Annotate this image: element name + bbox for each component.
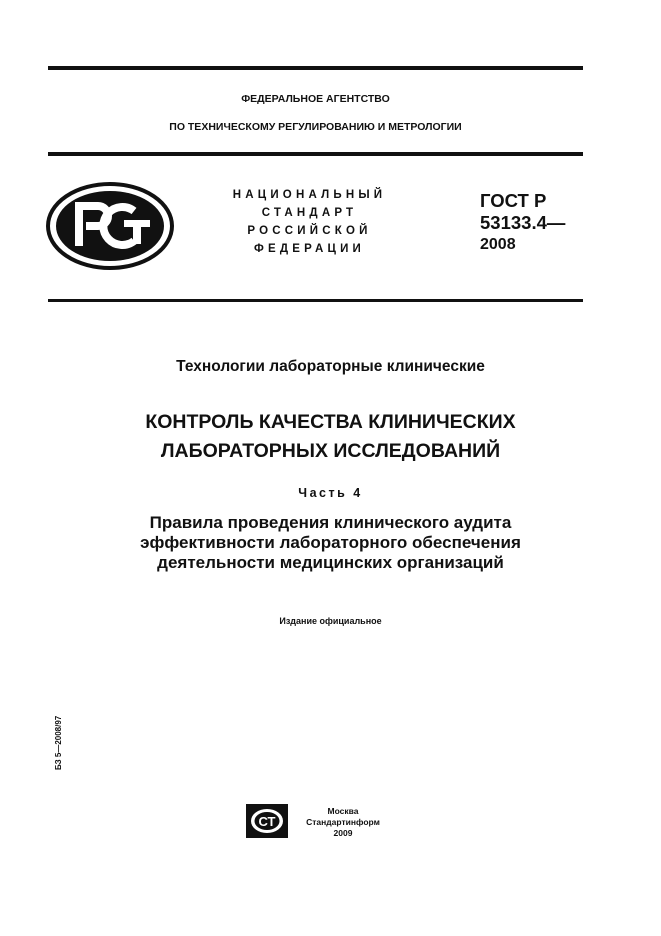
gost-year: 2008 (480, 236, 516, 253)
document-main-title (48, 408, 613, 466)
publisher-name: Стандартинформ (306, 817, 380, 827)
publisher-year: 2009 (333, 828, 353, 838)
national-line: СТАНДАРТ (261, 207, 358, 219)
document-subtitle: Технологии лабораторные клинические (176, 358, 485, 375)
part-title (48, 513, 613, 573)
part-title-line: деятельности медицинских организаций (157, 553, 504, 572)
national-standard-label (202, 186, 417, 258)
national-line: РОССИЙСКОЙ (247, 225, 372, 237)
side-code: БЗ 5—2008/97 (54, 715, 63, 770)
gost-label: ГОСТ Р (480, 190, 547, 211)
header-bottom-rule (48, 152, 583, 156)
gost-number: 53133.4— (480, 212, 566, 233)
national-line: ФЕДЕРАЦИИ (253, 243, 366, 255)
edition-note: Издание официальное (279, 616, 382, 626)
part-title-line: эффективности лабораторного обеспечения (140, 533, 521, 552)
part-title-line: Правила проведения клинического аудита (149, 513, 512, 532)
agency-name-line1: ФЕДЕРАЛЬНОЕ АГЕНТСТВО (241, 93, 390, 105)
rst-logo-icon (46, 182, 174, 270)
standartinform-logo-icon (246, 804, 288, 838)
publisher-info (296, 806, 390, 839)
agency-name-line2: ПО ТЕХНИЧЕСКОМУ РЕГУЛИРОВАНИЮ И МЕТРОЛОГИИ (169, 121, 462, 133)
publisher-logo-text: СТ (258, 814, 276, 829)
national-line: НАЦИОНАЛЬНЫЙ (232, 189, 387, 201)
main-title-line: КОНТРОЛЬ КАЧЕСТВА КЛИНИЧЕСКИХ (145, 411, 516, 433)
publisher-city: Москва (327, 806, 359, 816)
top-rule (48, 66, 583, 70)
part-label: Часть 4 (298, 486, 363, 500)
gost-designation (480, 190, 565, 256)
standard-block-rule (48, 299, 583, 302)
main-title-line: ЛАБОРАТОРНЫХ ИССЛЕДОВАНИЙ (160, 440, 501, 462)
